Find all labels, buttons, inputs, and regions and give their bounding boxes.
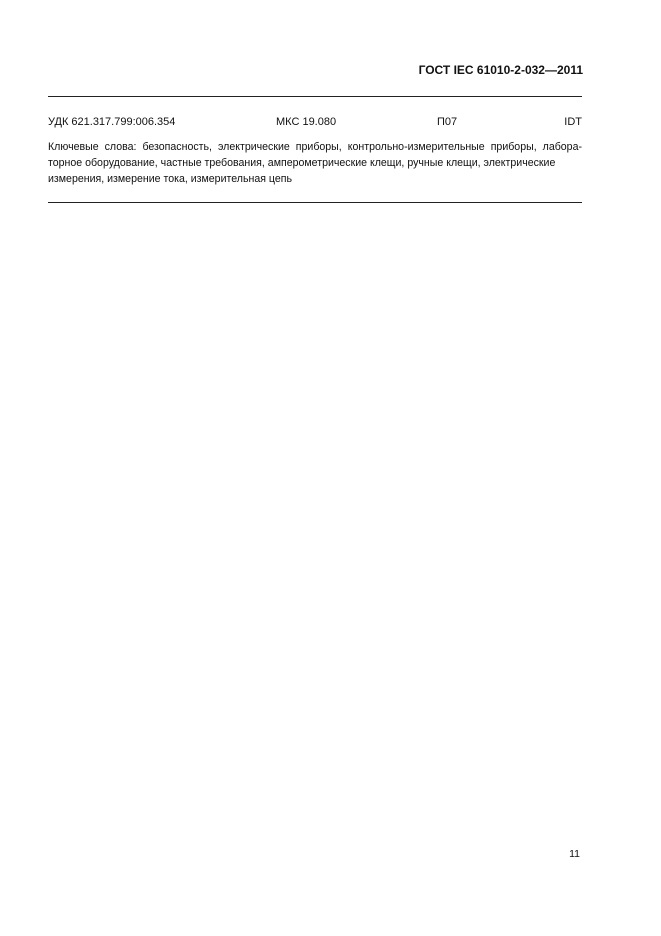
keywords-line: торное оборудование, частные требования, амперометрические клещи, ручные клещи, электрические <box>48 157 556 169</box>
degree-of-correspondence: IDT <box>564 116 582 128</box>
page-number: 11 <box>569 848 580 860</box>
top-divider <box>48 96 582 97</box>
keywords-line: измерения, измерение тока, измерительная цепь <box>48 173 292 185</box>
keywords-paragraph <box>48 139 582 187</box>
bottom-divider <box>48 202 582 203</box>
mks-code: МКС 19.080 <box>276 116 337 128</box>
standard-designation: ГОСТ IEC 61010-2-032—2011 <box>418 63 583 77</box>
udk-code: УДК 621.317.799:006.354 <box>48 116 176 128</box>
okstu-code: П07 <box>437 116 458 128</box>
keywords-line: Ключевые слова: безопасность, электрические приборы, контрольно-измерительные приборы, лабора- <box>48 141 582 153</box>
classification-row <box>48 116 582 132</box>
